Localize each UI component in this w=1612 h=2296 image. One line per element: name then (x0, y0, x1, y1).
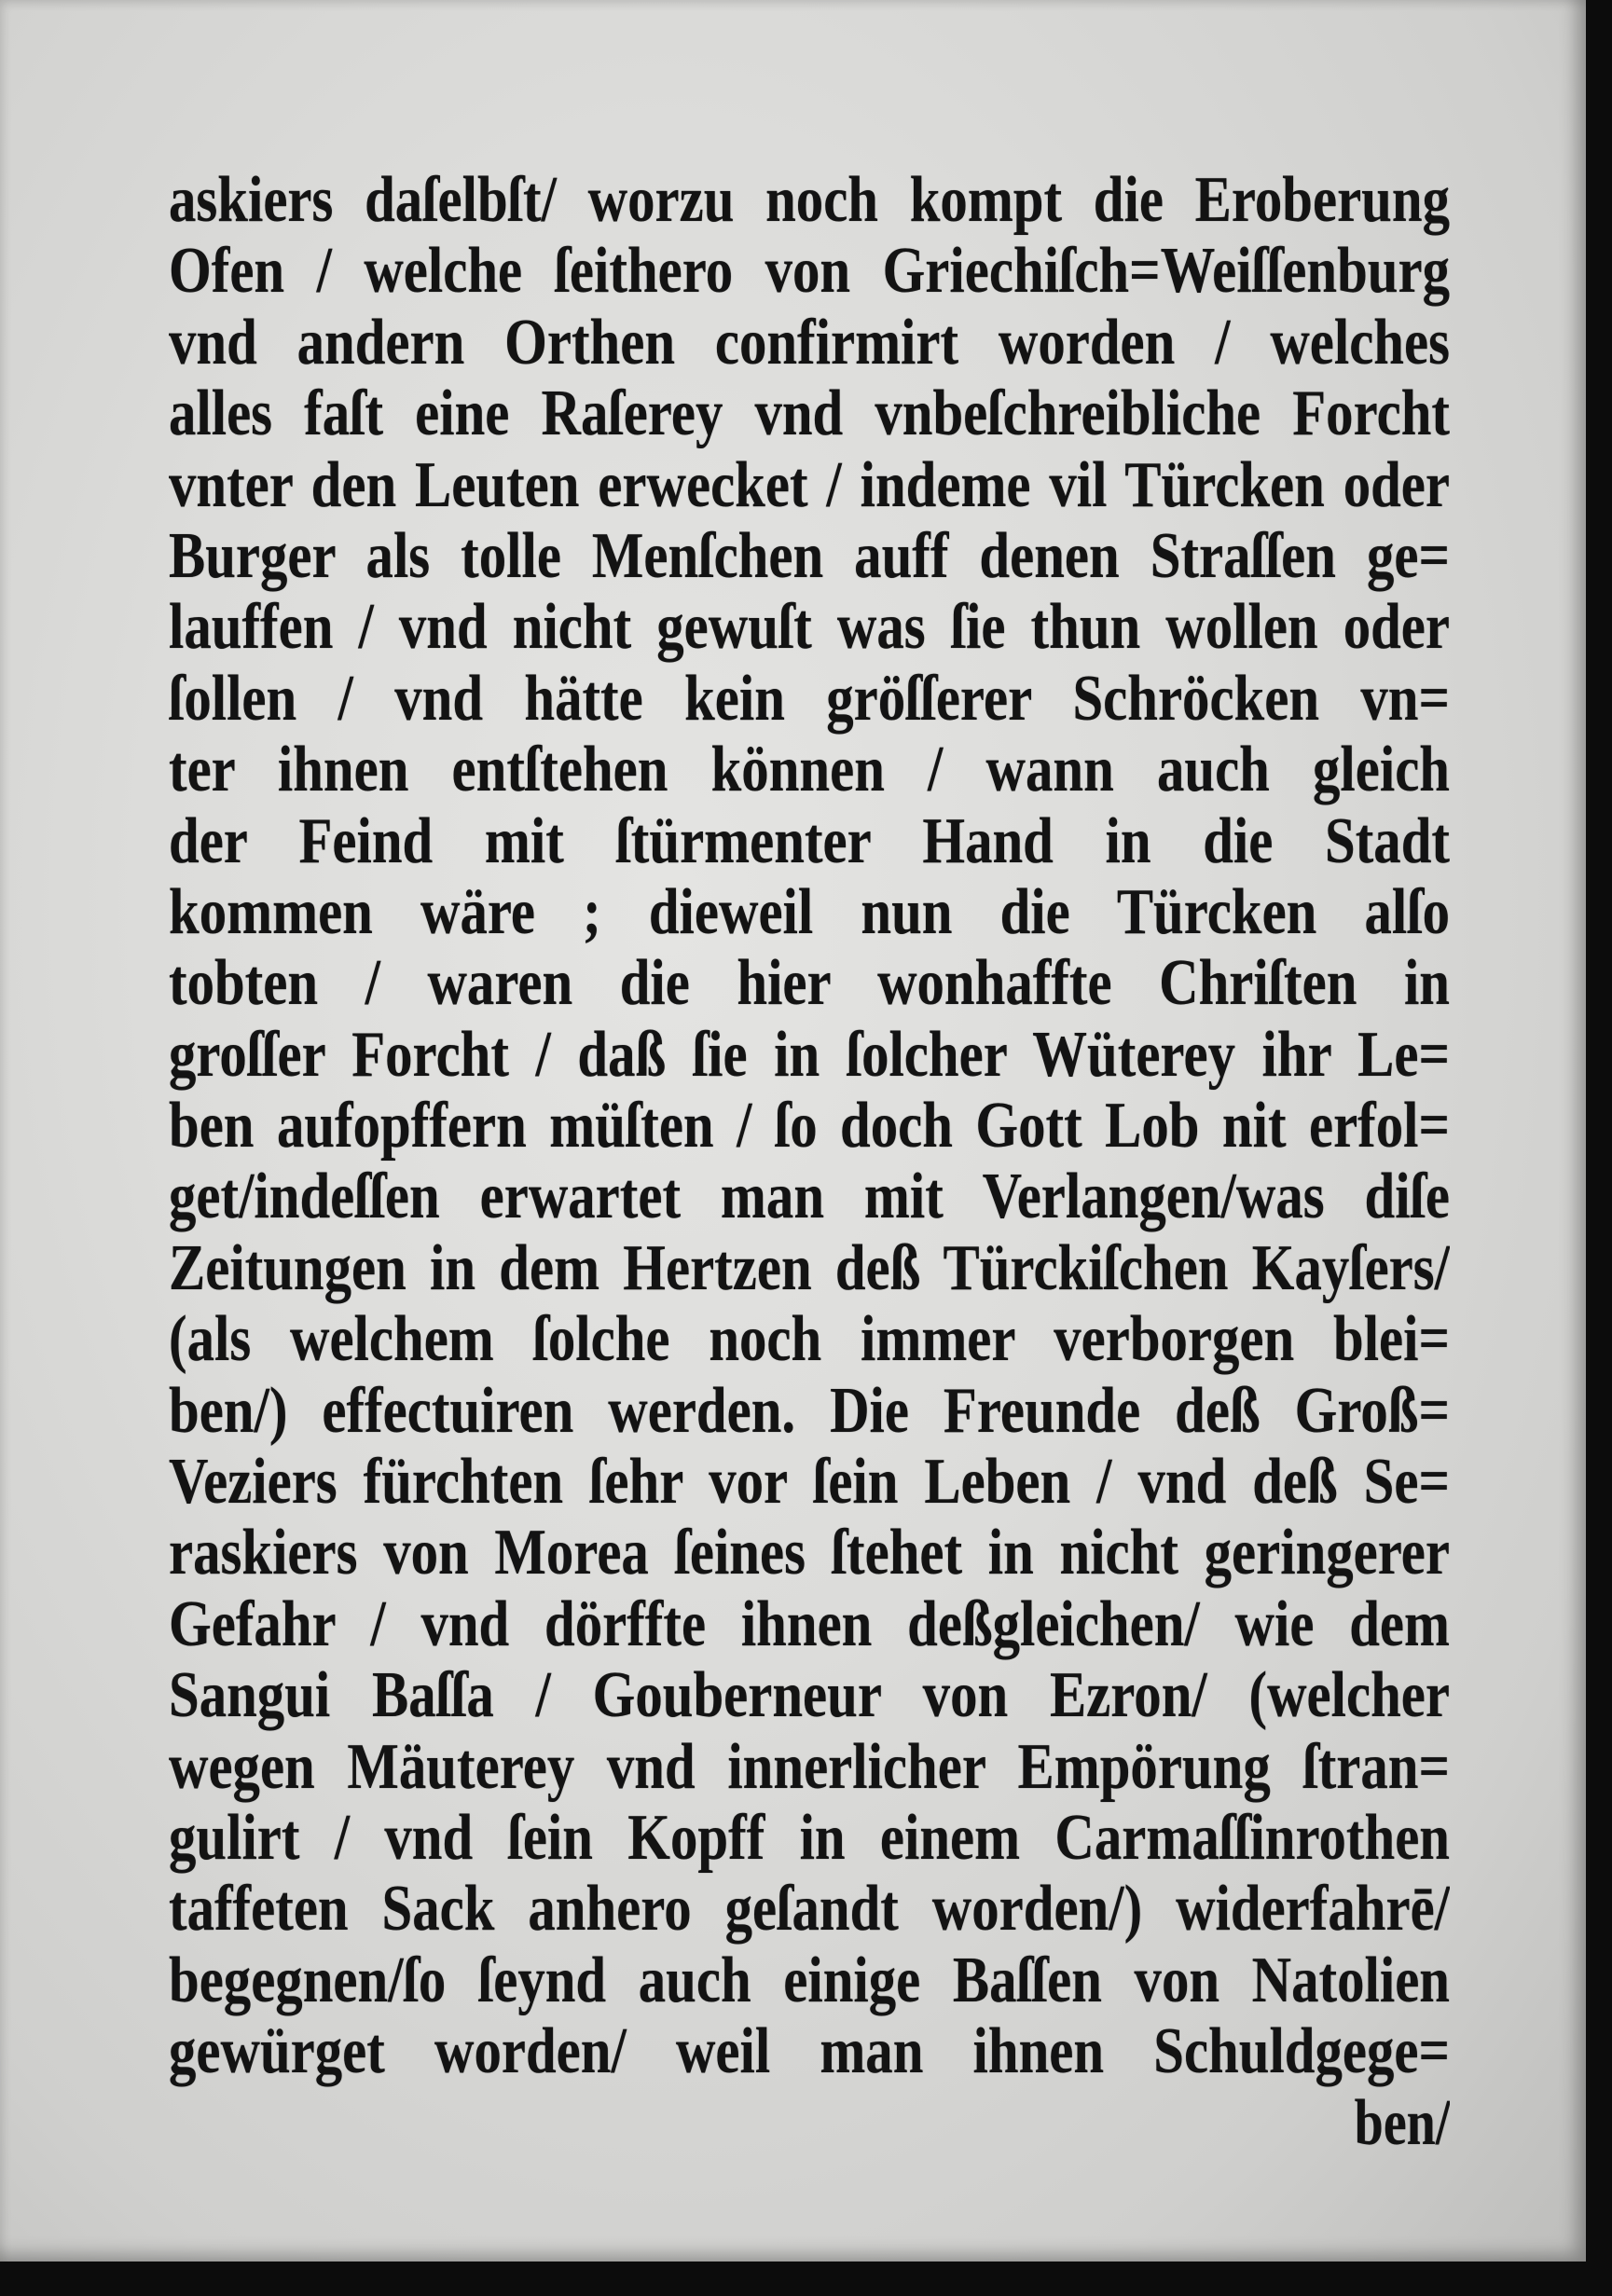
text-line (169, 1376, 1450, 1447)
line-text: kommen wäre ; dieweil nun die Türcken alſo (169, 875, 1450, 948)
body-text (169, 165, 1450, 2159)
text-line (169, 1589, 1450, 1660)
text-line (169, 521, 1450, 592)
line-text: Gefahr / vnd dörffte ihnen deßgleichen/ wie dem (169, 1588, 1450, 1660)
text-line (169, 1162, 1450, 1232)
line-text: gulirt / vnd ſein Kopff in einem Carmaſſinrothen (169, 1801, 1450, 1874)
text-line (169, 2016, 1450, 2087)
text-line (169, 948, 1450, 1019)
text-line (169, 1020, 1450, 1091)
text-line (169, 1874, 1450, 1945)
text-line (169, 1732, 1450, 1803)
text-line (169, 877, 1450, 948)
text-line-final (169, 2088, 1450, 2159)
line-text: raskiers von Morea ſeines ſtehet in nicht geringerer (169, 1517, 1450, 1589)
line-text: alles faſt eine Raſerey vnd vnbeſchreibliche Forcht (169, 378, 1450, 450)
line-text: ben aufopffern müſten / ſo doch Gott Lob nit erfol= (169, 1090, 1450, 1162)
line-text: der Feind mit ſtürmenter Hand in die Stadt (169, 804, 1450, 877)
line-text: ſollen / vnd hätte kein gröſſerer Schröcken vn= (169, 662, 1450, 735)
text-line (169, 1091, 1450, 1162)
text-line (169, 378, 1450, 449)
line-text: Ofen / welche ſeithero von Griechiſch=Weiſſenburg (169, 235, 1450, 308)
text-line (169, 308, 1450, 378)
line-text: get/indeſſen erwartet man mit Verlangen/was diſe (169, 1161, 1450, 1233)
line-text: Sangui Baſſa / Gouberneur von Ezron/ (welcher (169, 1659, 1450, 1732)
line-text: taffeten Sack anhero geſandt worden/) widerfahrē/ (169, 1873, 1450, 1945)
line-text: tobten / waren die hier wonhaffte Chriſten in (169, 947, 1450, 1020)
line-text: gewürget worden/ weil man ihnen Schuldgege= (169, 2015, 1450, 2088)
line-text: ter ihnen entſtehen können / wann auch gleich (169, 734, 1450, 806)
line-text: (als welchem ſolche noch immer verborgen blei= (169, 1303, 1450, 1376)
line-text: begegnen/ſo ſeynd auch einige Baſſen von Natolien (169, 1944, 1450, 2016)
line-text: vnd andern Orthen confirmirt worden / welches (169, 306, 1450, 378)
line-text: groſſer Forcht / daß ſie in ſolcher Wüterey ihr Le= (169, 1018, 1450, 1091)
line-text: Veziers fürchten ſehr vor ſein Leben / vnd deß Se= (169, 1446, 1450, 1519)
text-line (169, 664, 1450, 735)
line-text: ben/) effectuiren werden. Die Freunde deß Groß= (169, 1374, 1450, 1447)
line-text: lauffen / vnd nicht gewuſt was ſie thun wollen oder (169, 591, 1450, 664)
text-line (169, 165, 1450, 236)
line-text: ben/ (1354, 2086, 1450, 2159)
text-line (169, 806, 1450, 877)
line-text: Zeitungen in dem Hertzen deß Türckiſchen Kayſers/ (169, 1231, 1450, 1304)
line-text: askiers daſelbſt/ worzu noch kompt die Eroberung (169, 164, 1450, 236)
line-text: wegen Mäuterey vnd innerlicher Empörung ſtran= (169, 1730, 1450, 1803)
text-line (169, 592, 1450, 663)
text-line (169, 1945, 1450, 2016)
text-line (169, 450, 1450, 521)
text-line (169, 1447, 1450, 1518)
text-line (169, 1304, 1450, 1375)
text-line (169, 1518, 1450, 1588)
text-line (169, 1803, 1450, 1874)
line-text: vnter den Leuten erwecket / indeme vil Türcken oder (169, 448, 1450, 521)
text-line (169, 236, 1450, 307)
text-line (169, 735, 1450, 805)
text-line (169, 1233, 1450, 1304)
text-line (169, 1660, 1450, 1731)
line-text: Burger als tolle Menſchen auff denen Straſſen ge= (169, 519, 1450, 592)
